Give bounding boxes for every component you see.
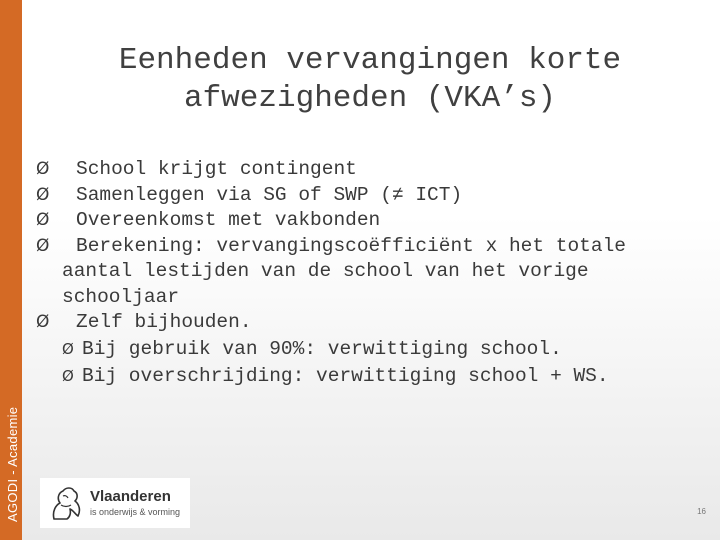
logo-name: Vlaanderen [90,488,171,505]
arrow-bullet-icon: Ø [36,312,50,332]
arrow-bullet-icon: Ø [36,184,50,205]
arrow-bullet-icon: Ø [36,210,50,230]
slide-title-line-2: afwezigheden (VKA’s) [183,81,557,116]
bullet-item [36,183,712,209]
sub-bullet-item [62,363,712,390]
bullet-item [36,310,712,336]
arrow-bullet-icon: Ø [62,366,74,385]
arrow-bullet-icon: Ø [36,159,50,179]
bullet-text: Zelf bijhouden. [76,311,252,333]
page-number: 16 [697,507,706,516]
sub-bullet-text: Bij gebruik van 90%: verwittiging school. [82,337,562,360]
sidebar-label: AGODI - Academie [5,406,20,522]
bullet-text: Berekening: vervangingscoëfficiënt x het totale [76,234,626,257]
slide-title [30,42,710,118]
logo-tagline: is onderwijs & vorming [90,507,181,517]
slide-title-line-1: Eenheden vervangingen korte [118,43,622,78]
sub-bullet-text: Bij overschrijding: verwittiging school + WS. [82,364,609,387]
bullet-item [36,234,712,311]
bullet-continuation: aantal lestijden van de school van het vorige [62,260,589,282]
bullet-continuation: schooljaar [62,285,180,308]
bullet-text: School krijgt contingent [76,158,357,180]
bullet-text: Samenleggen via SG of SWP (≠ ICT) [76,183,463,206]
arrow-bullet-icon: Ø [36,235,50,256]
bullet-item [36,157,712,183]
bullet-text: Overeenkomst met vakbonden [76,209,381,231]
sub-bullet-item [62,336,712,363]
sidebar-strip [0,0,22,540]
flemish-lion-icon [48,483,84,523]
vlaanderen-logo [40,478,190,528]
arrow-bullet-icon: Ø [62,339,74,358]
bullet-item [36,208,712,234]
bullet-list [36,157,712,390]
